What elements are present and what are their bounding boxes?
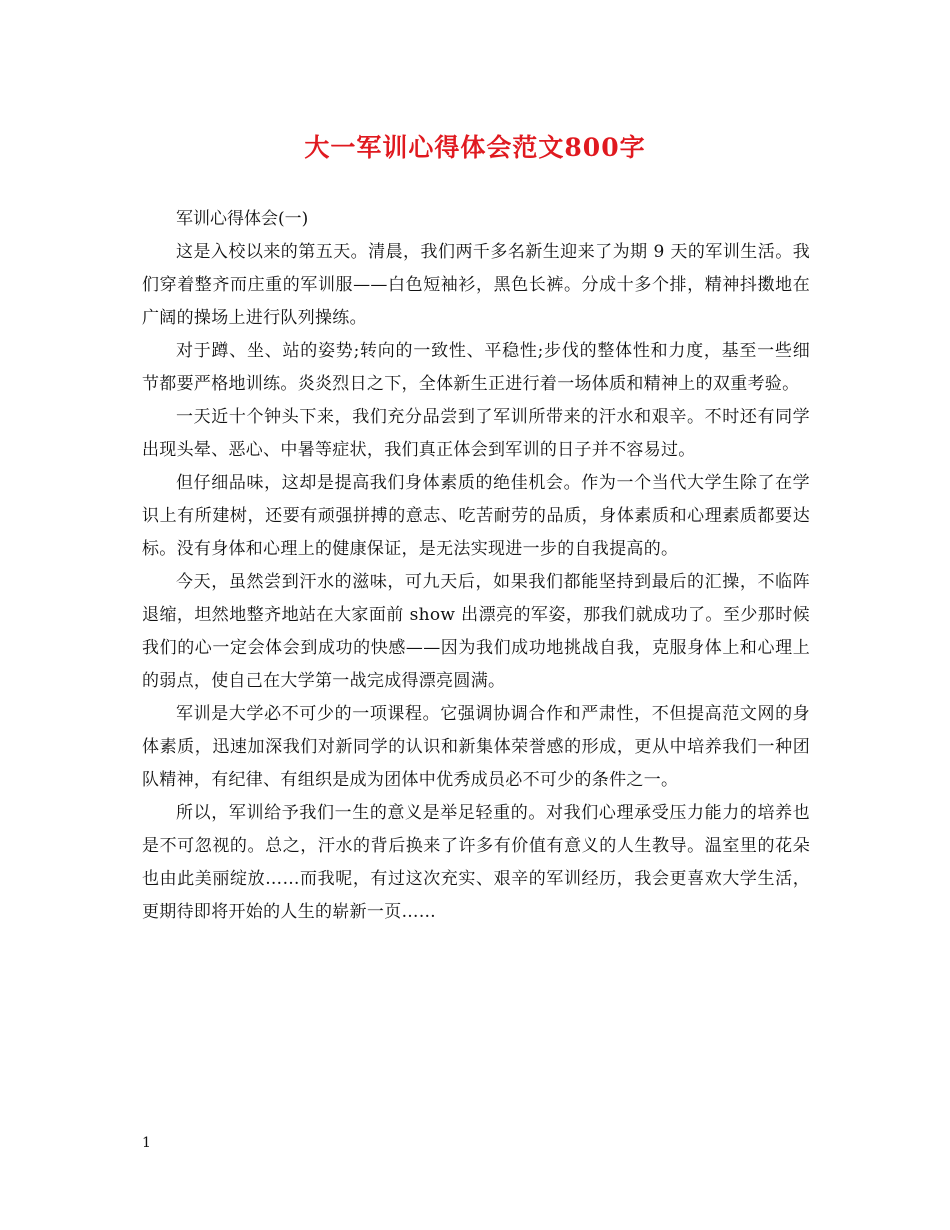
paragraph: 军训是大学必不可少的一项课程。它强调协调合作和严肃性，不但提高范文网的身体素质，迅速加深我们对新同学的认识和新集体荣誉感的形成，更从中培养我们一种团队精神，有纪律、有组织是成为团体中优秀成员必不可少的条件之一。 xyxy=(142,704,810,790)
paragraph: 一天近十个钟头下来，我们充分品尝到了军训所带来的汗水和艰辛。不时还有同学出现头晕、恶心、中暑等症状，我们真正体会到军训的日子并不容易过。 xyxy=(142,407,810,460)
page-number: 1 xyxy=(142,1135,151,1151)
paragraph: 所以，军训给予我们一生的意义是举足轻重的。对我们心理承受压力能力的培养也是不可忽视的。总之，汗水的背后换来了许多有价值有意义的人生教导。温室里的花朵也由此美丽绽放……而我呢，有过这次充实、艰辛的军训经历，我会更喜欢大学生活，更期待即将开始的人生的崭新一页…… xyxy=(142,803,810,922)
paragraph: 这是入校以来的第五天。清晨，我们两千多名新生迎来了为期 9 天的军训生活。我们穿着整齐而庄重的军训服——白色短袖衫，黑色长裤。分成十多个排，精神抖擞地在广阔的操场上进行队列操练。 xyxy=(142,242,810,328)
paragraph: 对于蹲、坐、站的姿势;转向的一致性、平稳性;步伐的整体性和力度，基至一些细节都要严格地训练。炎炎烈日之下，全体新生正进行着一场体质和精神上的双重考验。 xyxy=(142,341,810,394)
document-title: 大一军训心得体会范文800字 xyxy=(304,133,646,162)
document-body xyxy=(142,203,810,929)
paragraph: 今天，虽然尝到汗水的滋味，可九天后，如果我们都能坚持到最后的汇操，不临阵退缩，坦然地整齐地站在大家面前 show 出漂亮的军姿，那我们就成功了。至少那时候我们的心一定会体会到成功的快感——因为我们成功地挑战自我，克服身体上和心理上的弱点，使自己在大学第一战完成得漂亮圆满。 xyxy=(142,572,810,691)
section-heading: 军训心得体会(一) xyxy=(176,209,309,229)
paragraph: 但仔细品味，这却是提高我们身体素质的绝佳机会。作为一个当代大学生除了在学识上有所建树，还要有顽强拼搏的意志、吃苦耐劳的品质，身体素质和心理素质都要达标。没有身体和心理上的健康保证，是无法实现进一步的自我提高的。 xyxy=(142,473,810,559)
